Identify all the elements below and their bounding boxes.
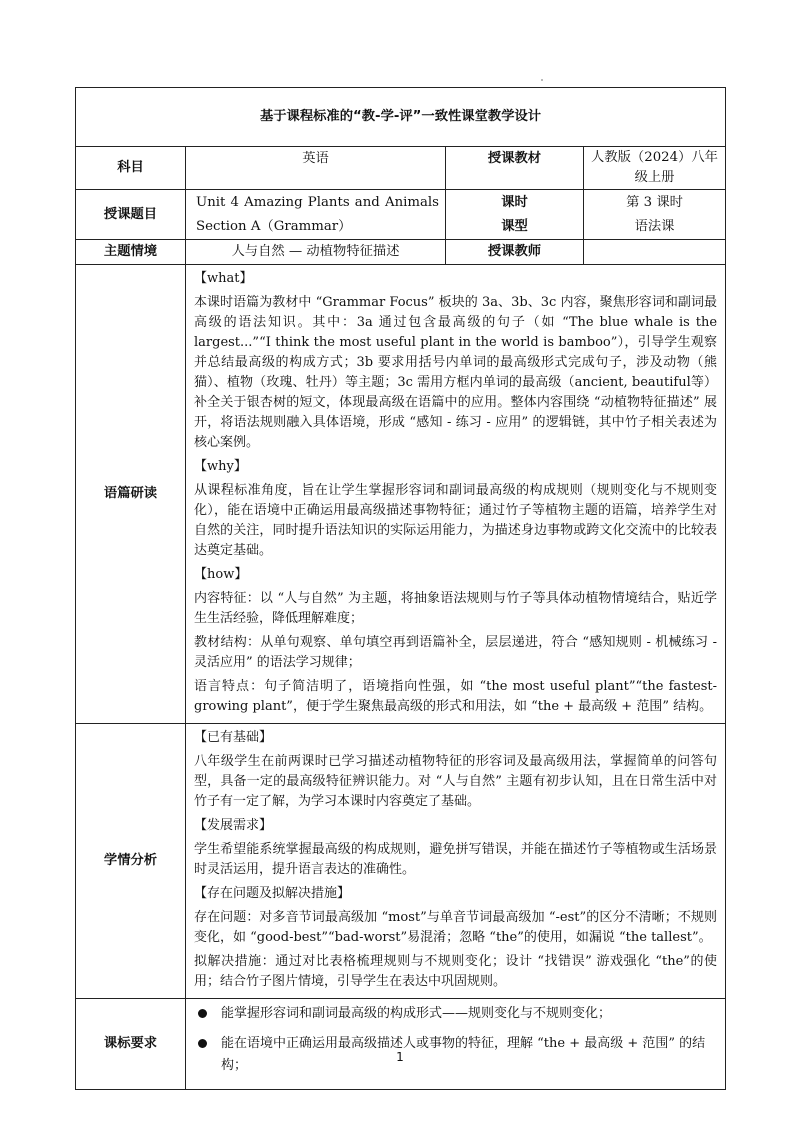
standards-item xyxy=(194,1003,717,1025)
period-type-labels xyxy=(446,190,584,240)
solution-paragraph: 拟解决措施：通过对比表格梳理规则与不规则变化；设计 “找错误” 游戏强化 “the”的使用；结合竹子图片情境，引导学生在表达中巩固规则。 xyxy=(194,954,718,989)
text-study-content xyxy=(186,265,726,724)
standards-label: 课标要求 xyxy=(76,999,186,1090)
how-paragraph-language: 语言特点：句子简洁明了，语境指向性强，如 “the most useful plant”“the fastest-growing plant”，便于学生聚焦最高级的形式和用法，如 “the + 最高级 + 范围” 结构。 xyxy=(194,679,718,714)
theme-value: 人与自然 — 动植物特征描述 xyxy=(186,240,446,265)
type-label: 课型 xyxy=(501,218,528,234)
topic-line-2: Section A（Grammar） xyxy=(196,218,352,234)
subject-label: 科目 xyxy=(76,147,186,190)
type-value: 语法课 xyxy=(634,218,675,234)
topic-line-1: Unit 4 Amazing Plants and Animals xyxy=(196,194,439,210)
title-row xyxy=(76,88,726,147)
bullet-icon xyxy=(198,1039,207,1048)
why-paragraph: 从课程标准角度，旨在让学生掌握形容词和副词最高级的构成规则（规则变化与不规则变化），能在语境中正确运用最高级描述事物特征；通过竹子等植物主题的语篇，培养学生对自然的关注，同时提升语法知识的实际运用能力，为描述身边事物或跨文化交流中的比较表达奠定基础。 xyxy=(194,483,718,558)
topic-label: 授课题目 xyxy=(76,190,186,240)
standards-row xyxy=(76,999,726,1090)
base-heading: 【已有基础】 xyxy=(194,730,273,745)
problem-paragraph: 存在问题：对多音节词最高级加 “most”与单音节词最高级加 “-est”的区分不清晰；不规则变化，如 “good-best”“bad-worst”易混淆；忽略 “the”的使用，如漏说 “the tallest”。 xyxy=(194,910,718,945)
how-paragraph-content: 内容特征：以 “人与自然” 为主题，将抽象语法规则与竹子等具体动植物情境结合，贴近学生生活经验，降低理解难度； xyxy=(194,591,718,626)
what-paragraph: 本课时语篇为教材中 “Grammar Focus” 板块的 3a、3b、3c 内容，聚焦形容词和副词最高级的语法知识。其中：3a 通过包含最高级的句子（如 “The blue whale is the largest...”“I think the most useful plant in the world is bamboo”），引导学生观察并总结最高级的构成方式；3b 要求用括号内单词的最高级形式完成句子，涉及动物（熊猫）、植物（玫瑰、牡丹）等主题；3c 需用方框内单词的最高级（ancient, beautiful等）补全关于银杏树的短文，体现最高级在语篇中的应用。整体内容围绕 “动植物特征描述” 展开，将语法规则融入具体语境，形成 “感知 - 练习 - 应用” 的逻辑链，其中竹子相关表述为核心案例。 xyxy=(194,295,718,450)
learner-content xyxy=(186,724,726,999)
period-value: 第 3 课时 xyxy=(626,194,683,210)
period-label: 课时 xyxy=(501,194,528,210)
how-paragraph-structure: 教材结构：从单句观察、单句填空再到语篇补全，层层递进，符合 “感知规则 - 机械练习 - 灵活应用” 的语法学习规律； xyxy=(194,635,718,670)
standards-content xyxy=(186,999,726,1090)
learner-row xyxy=(76,724,726,999)
page-number: 1 xyxy=(396,1050,404,1064)
why-heading: 【why】 xyxy=(194,459,247,474)
how-heading: 【how】 xyxy=(194,567,248,582)
text-study-label: 语篇研读 xyxy=(76,265,186,724)
teacher-label: 授课教师 xyxy=(446,240,584,265)
problem-heading: 【存在问题及拟解决措施】 xyxy=(194,886,351,901)
what-heading: 【what】 xyxy=(194,271,253,286)
period-type-values xyxy=(584,190,726,240)
learner-label: 学情分析 xyxy=(76,724,186,999)
text-study-row xyxy=(76,265,726,724)
page-title: 基于课程标准的“教-学-评”一致性课堂教学设计 xyxy=(76,88,726,147)
need-heading: 【发展需求】 xyxy=(194,818,273,833)
theme-row xyxy=(76,240,726,265)
bullet-icon xyxy=(198,1009,207,1018)
textbook-label: 授课教材 xyxy=(446,147,584,190)
topic-row xyxy=(76,190,726,240)
teacher-value xyxy=(584,240,726,265)
base-paragraph: 八年级学生在前两课时已学习描述动植物特征的形容词及最高级用法，掌握简单的问答句型，具备一定的最高级特征辨识能力。对 “人与自然” 主题有初步认知，且在日常生活中对竹子有一定了解，为学习本课时内容奠定了基础。 xyxy=(194,754,718,809)
topic-value xyxy=(186,190,446,240)
need-paragraph: 学生希望能系统掌握最高级的构成规则，避免拼写错误，并能在描述竹子等植物或生活场景时灵活运用，提升语言表达的准确性。 xyxy=(194,842,718,877)
theme-label: 主题情境 xyxy=(76,240,186,265)
standards-item-text: 能在语境中正确运用最高级描述人或事物的特征，理解 “the + 最高级 + 范围” 的结构； xyxy=(221,1036,706,1073)
subject-row xyxy=(76,147,726,190)
lesson-plan-table xyxy=(75,87,726,1090)
standards-item-text: 能掌握形容词和副词最高级的构成形式——规则变化与不规则变化； xyxy=(221,1006,612,1021)
scan-speck xyxy=(541,79,543,81)
textbook-value: 人教版（2024）八年级上册 xyxy=(584,147,726,190)
subject-value: 英语 xyxy=(186,147,446,190)
